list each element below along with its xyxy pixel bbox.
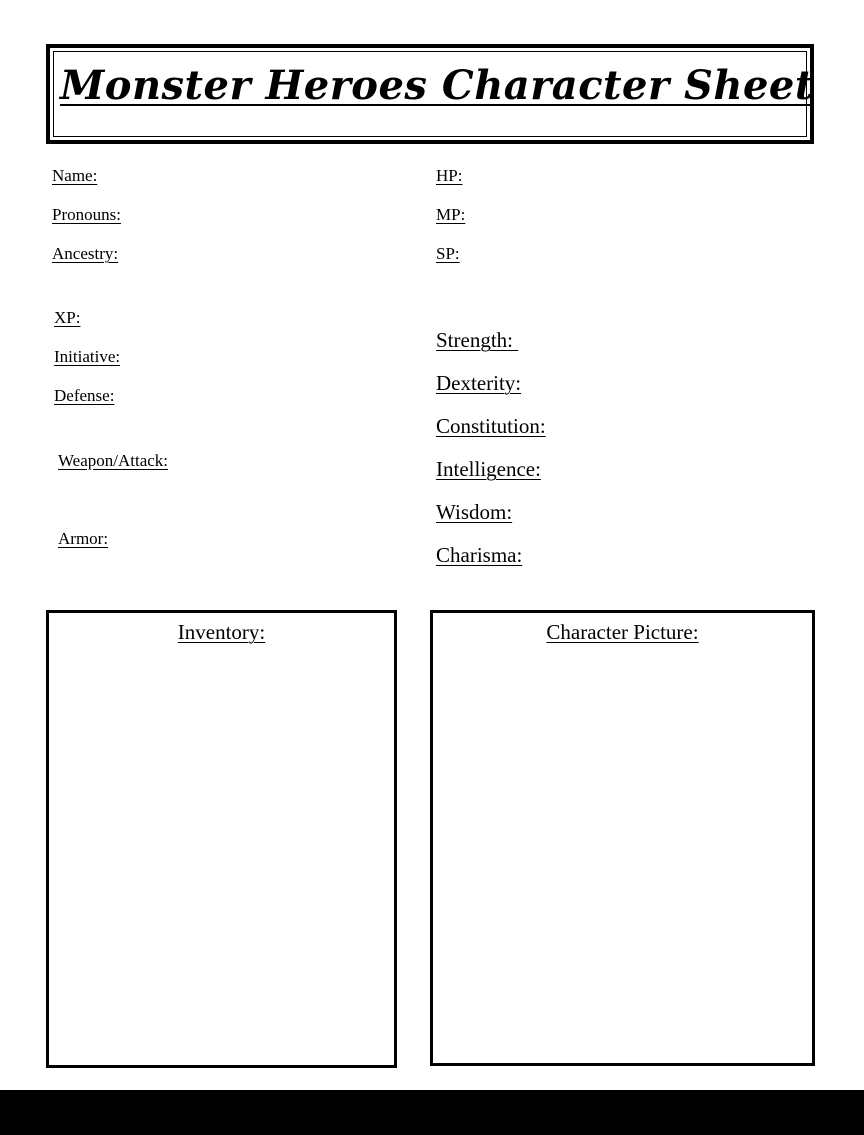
constitution-label: Constitution: bbox=[436, 414, 546, 438]
bottom-bar bbox=[0, 1090, 864, 1135]
sp-label: SP: bbox=[436, 244, 460, 263]
mp-label: MP: bbox=[436, 205, 466, 224]
pronouns-label: Pronouns: bbox=[52, 205, 121, 224]
character-picture-heading: Character Picture: bbox=[546, 620, 699, 644]
xp-label: XP: bbox=[54, 308, 81, 327]
title-frame bbox=[46, 44, 814, 144]
inventory-heading: Inventory: bbox=[177, 620, 266, 644]
strength-label: Strength: bbox=[436, 328, 519, 352]
ancestry-label: Ancestry: bbox=[52, 244, 119, 263]
charisma-label: Charisma: bbox=[436, 543, 523, 567]
armor-label: Armor: bbox=[58, 529, 109, 548]
intelligence-label: Intelligence: bbox=[436, 457, 541, 481]
sheet-title: Monster Heroes Character Sheet bbox=[60, 62, 814, 109]
initiative-label: Initiative: bbox=[54, 347, 121, 366]
character-picture-panel bbox=[430, 610, 815, 1066]
name-label: Name: bbox=[52, 166, 98, 185]
weapon-attack-label: Weapon/Attack: bbox=[58, 451, 169, 470]
defense-label: Defense: bbox=[54, 386, 115, 405]
inventory-panel bbox=[46, 610, 397, 1068]
dexterity-label: Dexterity: bbox=[436, 371, 522, 395]
wisdom-label: Wisdom: bbox=[436, 500, 513, 524]
hp-label: HP: bbox=[436, 166, 463, 185]
